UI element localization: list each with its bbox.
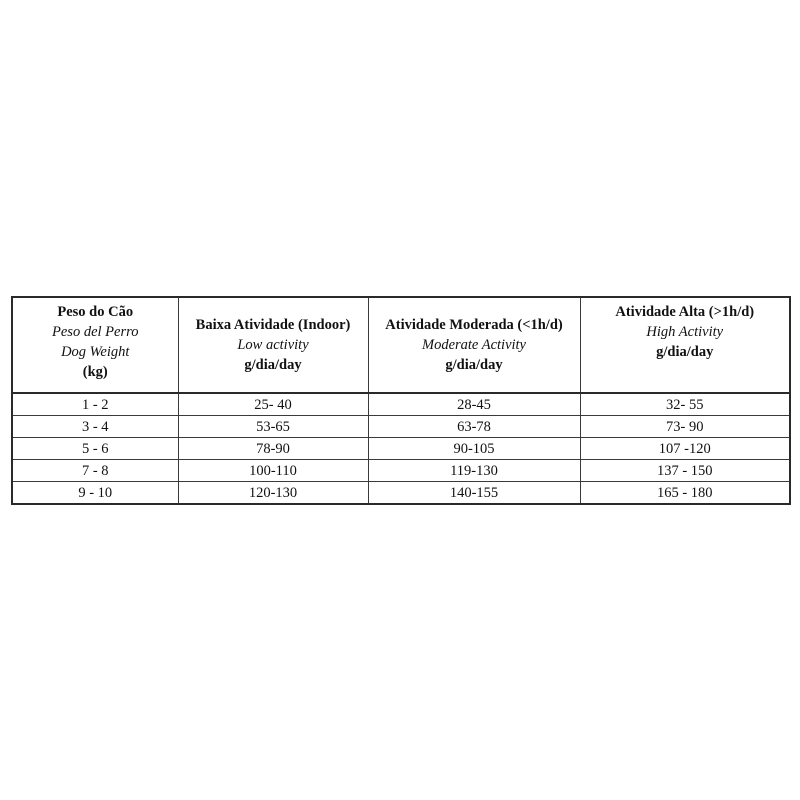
header-moderate-activity [368,297,580,393]
header-high-activity-pt: Atividade Alta (>1h/d) [615,304,755,320]
cell-moderate-activity: 119-130 [368,460,580,482]
cell-weight: 5 - 6 [12,438,178,460]
header-row [12,297,790,393]
cell-weight: 7 - 8 [12,460,178,482]
header-high-activity [580,297,790,393]
cell-high-activity: 107 -120 [580,438,790,460]
table-row [12,482,790,505]
header-high-activity-unit: g/dia/day [656,344,714,360]
cell-moderate-activity: 90-105 [368,438,580,460]
cell-high-activity: 32- 55 [580,393,790,416]
header-dog-weight-es: Peso del Perro [52,324,139,340]
cell-low-activity: 100-110 [178,460,368,482]
table-row [12,460,790,482]
cell-weight: 9 - 10 [12,482,178,505]
cell-low-activity: 53-65 [178,416,368,438]
cell-weight: 1 - 2 [12,393,178,416]
cell-low-activity: 25- 40 [178,393,368,416]
cell-high-activity: 73- 90 [580,416,790,438]
cell-high-activity: 137 - 150 [580,460,790,482]
cell-moderate-activity: 140-155 [368,482,580,505]
table-row [12,393,790,416]
header-low-activity-pt: Baixa Atividade (Indoor) [195,317,351,333]
cell-low-activity: 78-90 [178,438,368,460]
header-dog-weight-en: Dog Weight [61,344,130,360]
table-row [12,416,790,438]
cell-moderate-activity: 28-45 [368,393,580,416]
cell-high-activity: 165 - 180 [580,482,790,505]
header-dog-weight [12,297,178,393]
header-moderate-activity-pt: Atividade Moderada (<1h/d) [385,317,563,333]
cell-low-activity: 120-130 [178,482,368,505]
header-low-activity-unit: g/dia/day [244,357,302,373]
header-high-activity-en: High Activity [646,324,724,340]
header-dog-weight-unit: (kg) [82,364,108,380]
header-dog-weight-pt: Peso do Cão [57,304,134,320]
header-moderate-activity-unit: g/dia/day [445,357,503,373]
header-moderate-activity-en: Moderate Activity [421,337,526,353]
cell-moderate-activity: 63-78 [368,416,580,438]
table-row [12,438,790,460]
feeding-table [11,296,791,505]
cell-weight: 3 - 4 [12,416,178,438]
header-low-activity-en: Low activity [237,337,309,353]
header-low-activity [178,297,368,393]
